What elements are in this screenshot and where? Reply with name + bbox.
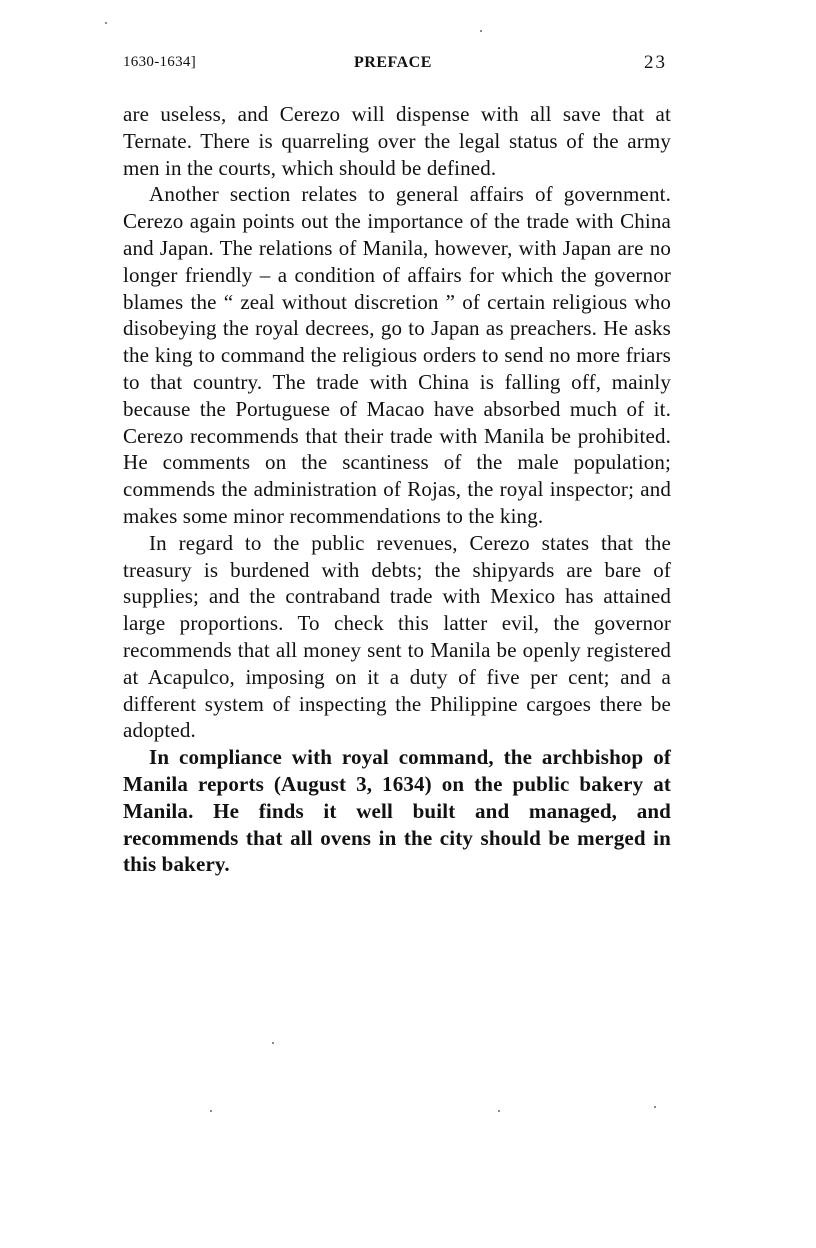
- paragraph-government-affairs: Another section relates to general affairs of government. Cerezo again points out the importance of the trade with China and Japan. The relations of Manila, however, with Japan are no longer friendly – a condition of affairs for which the governor blames the “ zeal without discretion ” of certain religious who disobeying the royal decrees, go to Japan as preachers. He asks the king to command the religious orders to send no more friars to that country. The trade with China is falling off, mainly because the Portuguese of Macao have absorbed much of it. Cerezo recommends that their trade with Manila be prohibited. He comments on the scantiness of the male population; commends the administration of Rojas, the royal inspector; and makes some minor recommendations to the king.: [123, 182, 671, 528]
- book-page: [123, 50, 671, 878]
- print-speck: [498, 1110, 500, 1112]
- print-speck: [272, 1042, 274, 1044]
- paragraph-continuation: are useless, and Cerezo will dispense with all save that at Ternate. There is quarreling over the legal status of the army men in the courts, which should be defined.: [123, 102, 671, 180]
- body-text: [123, 101, 671, 878]
- paragraph-public-revenues: In regard to the public revenues, Cerezo states that the treasury is burdened with debts; the shipyards are bare of supplies; and the contraband trade with Mexico has attained large proportions. To check this latter evil, the governor recommends that all money sent to Manila be openly registered at Acapulco, imposing on it a duty of five per cent; and a different system of inspecting the Philippine cargoes there be adopted.: [123, 530, 671, 743]
- paragraph-public-bakery: In compliance with royal command, the archbishop of Manila reports (August 3, 1634) on the public bakery at Manila. He finds it well built and managed, and recommends that all ovens in the city should be merged in this bakery.: [123, 745, 671, 877]
- print-speck: [210, 1110, 212, 1112]
- running-head-years: 1630-1634]: [123, 54, 196, 70]
- page-number: 23: [644, 52, 667, 73]
- running-head: [123, 50, 671, 80]
- print-speck: [105, 22, 107, 24]
- print-speck: [654, 1106, 656, 1108]
- running-head-title: PREFACE: [354, 54, 432, 71]
- print-speck: [480, 30, 482, 32]
